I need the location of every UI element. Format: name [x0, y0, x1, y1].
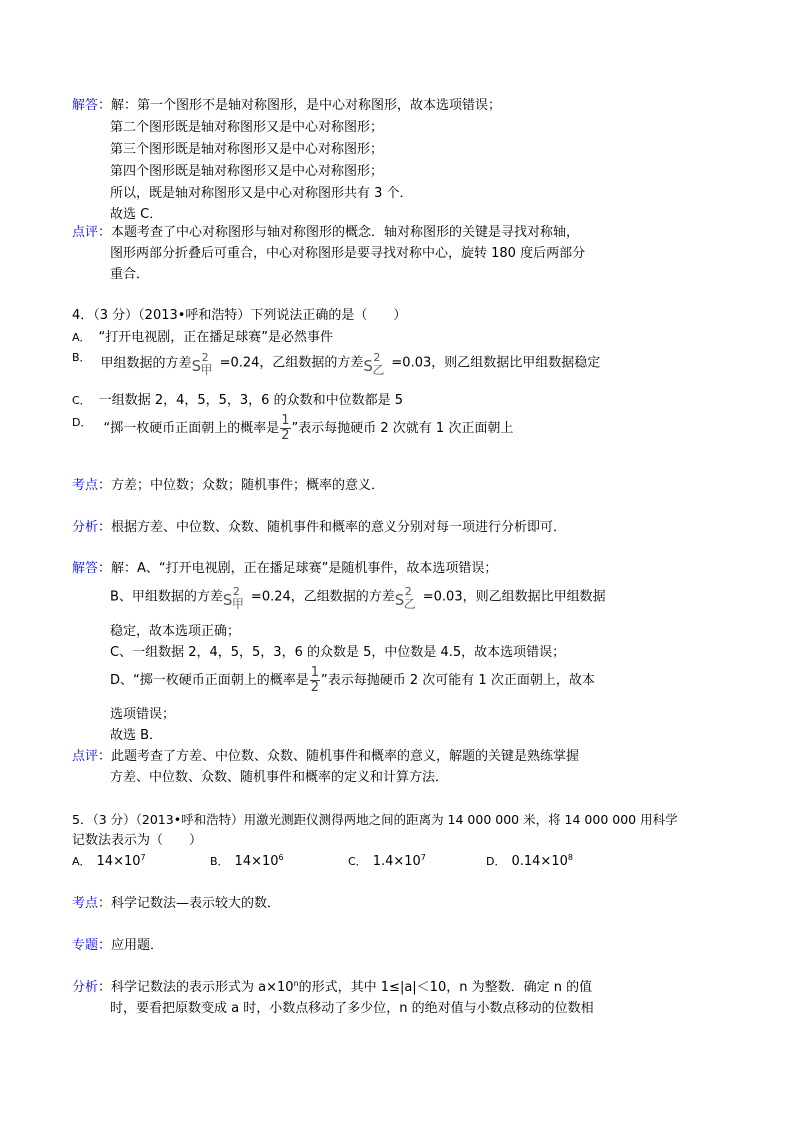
fraction [280, 414, 290, 443]
variance-symbol-yi [363, 350, 391, 376]
fraction-denominator: 2 [281, 428, 290, 443]
var-sub: 甲 [200, 363, 213, 377]
var-s: S [363, 357, 373, 375]
answer-b-pre: B、甲组数据的方差 [110, 589, 223, 605]
var-sub: 乙 [372, 363, 385, 377]
q5-option-c [348, 852, 426, 872]
q5-option-b [210, 852, 284, 872]
q4-option-d [72, 414, 513, 443]
q4-answer-line-a [72, 559, 497, 579]
q4-fenxi [72, 518, 566, 538]
option-base: 14×10 [234, 854, 279, 869]
option-text-pre: “掷一枚硬币正面朝上的概率是 [103, 421, 280, 436]
fraction [310, 666, 320, 695]
comment-text: 此题考查了方差、中位数、众数、随机事件和概率的意义，解题的关键是熟练掌握 [111, 749, 580, 764]
label-colon: ： [98, 520, 112, 535]
fenxi-text: 根据方差、中位数、众数、随机事件和概率的意义分别对每一项进行分析即可． [111, 520, 567, 535]
q4-stem: 4．（3 分）（2013•呼和浩特）下列说法正确的是（ ） [72, 308, 407, 323]
q4-answer-line-b [110, 584, 606, 610]
option-letter: B． [210, 855, 229, 868]
option-letter: B． [72, 350, 91, 364]
var-sup: 2 [232, 585, 240, 598]
kaodian-label: 考点 [72, 896, 99, 911]
option-base: 0.14×10 [511, 854, 568, 869]
option-letter: D． [72, 416, 92, 429]
option-text-pre: 甲组数据的方差 [100, 355, 192, 371]
var-sup: 2 [404, 585, 412, 598]
q5-fenxi-line-1 [72, 978, 592, 998]
zhuanti-text: 应用题． [111, 938, 164, 953]
answer-label: 解答 [72, 98, 99, 113]
q3-answer-line-4: 第四个图形既是轴对称图形又是中心对称图形； [110, 164, 384, 179]
answer-label: 解答 [72, 561, 99, 576]
comment-text: 本题考查了中心对称图形与轴对称图形的概念．轴对称图形的关键是寻找对称轴， [111, 225, 580, 240]
option-exponent: 8 [567, 853, 573, 862]
fenxi-label: 分析 [72, 520, 99, 535]
q5-fenxi-line-2: 时，要看把原数变成 a 时，小数点移动了多少位，n 的绝对值与小数点移动的位数相 [110, 1001, 594, 1016]
q3-answer-line-5: 所以，既是轴对称图形又是中心对称图形共有 3 个． [110, 186, 413, 201]
kaodian-label: 考点 [72, 478, 99, 493]
q3-comment-line-2: 图形两部分折叠后可重合，中心对称图形是要寻找对称中心，旋转 180 度后两部分 [110, 246, 586, 261]
option-text-post: =0.03，则乙组数据比甲组数据稳定 [391, 355, 601, 371]
variance-symbol-yi [395, 584, 423, 610]
answer-d-post: ”表示每抛硬币 2 次可能有 1 次正面朝上，故本 [321, 673, 595, 688]
label-colon: ： [98, 896, 112, 911]
option-exponent: 7 [420, 853, 426, 862]
variance-symbol-jia [192, 350, 220, 376]
answer-text: 解：A、“打开电视剧，正在播足球赛”是随机事件，故本选项错误； [111, 561, 498, 576]
q4-answer-line-c: C、一组数据 2，4，5，5，3，6 的众数是 5，中位数是 4.5，故本选项错误； [110, 645, 566, 660]
option-base: 1.4×10 [372, 854, 421, 869]
option-letter: A． [72, 855, 91, 868]
q4-option-b [72, 350, 600, 376]
label-colon: ： [98, 561, 112, 576]
fenxi-text-post: 的形式，其中 1≤|a|＜10，n 为整数．确定 n 的值 [298, 980, 593, 995]
q4-answer-line-b-cont: 稳定，故本选项正确； [110, 624, 241, 639]
q5-zhuanti [72, 936, 163, 956]
kaodian-text: 科学记数法—表示较大的数． [111, 896, 281, 911]
q5-option-d [486, 852, 573, 872]
comment-label: 点评 [72, 749, 99, 764]
q5-stem-line-1: 5．（3 分）（2013•呼和浩特）用激光测距仪测得两地之间的距离为 14 000 000 米，将 14 000 000 用科学 [72, 812, 678, 827]
option-base: 14×10 [96, 854, 141, 869]
zhuanti-label: 专题 [72, 938, 99, 953]
q4-answer-final: 故选 B． [110, 728, 163, 743]
option-text-mid: =0.24，乙组数据的方差 [219, 355, 364, 371]
var-s: S [222, 591, 233, 609]
kaodian-text: 方差；中位数；众数；随机事件；概率的意义． [111, 478, 385, 493]
fraction-denominator: 2 [310, 680, 320, 695]
q4-comment-line-1 [72, 747, 579, 767]
answer-text: 解：第一个图形不是轴对称图形，是中心对称图形，故本选项错误； [111, 98, 502, 113]
comment-label: 点评 [72, 225, 99, 240]
label-colon: ： [98, 980, 112, 995]
label-colon: ： [98, 225, 112, 240]
option-letter: A． [72, 331, 91, 344]
fenxi-label: 分析 [72, 980, 99, 995]
var-sup: 2 [201, 351, 209, 364]
var-s: S [394, 591, 405, 609]
var-sup: 2 [373, 351, 381, 364]
exponent: n [293, 979, 299, 988]
var-sub: 乙 [403, 597, 416, 611]
answer-b-post: =0.03，则乙组数据比甲组数据 [422, 589, 606, 605]
option-letter: C． [72, 394, 91, 407]
option-text: 一组数据 2，4，5，5，3，6 的众数和中位数都是 5 [98, 393, 403, 408]
q4-comment-line-2: 方差、中位数、众数、随机事件和概率的定义和计算方法． [110, 770, 449, 785]
label-colon: ： [98, 98, 112, 113]
q3-comment-line-1 [72, 223, 579, 243]
q5-kaodian [72, 894, 280, 914]
q5-stem-line-2: 记数法表示为（ ） [72, 833, 203, 848]
label-colon: ： [98, 938, 112, 953]
fraction-numerator: 1 [281, 413, 290, 428]
q5-option-a [72, 852, 146, 872]
variance-symbol-jia [223, 584, 251, 610]
q4-option-c [72, 391, 403, 411]
option-text: “打开电视剧，正在播足球赛”是必然事件 [98, 330, 334, 345]
option-exponent: 6 [278, 853, 284, 862]
q4-answer-line-d [110, 666, 595, 695]
answer-d-pre: D、“掷一枚硬币正面朝上的概率是 [110, 673, 309, 688]
q3-comment-line-3: 重合． [110, 267, 150, 282]
q3-answer-line-1 [72, 96, 501, 116]
q4-answer-line-d-cont: 选项错误； [110, 707, 176, 722]
answer-b-mid: =0.24，乙组数据的方差 [250, 589, 395, 605]
fenxi-text-pre: 科学记数法的表示形式为 a×10 [111, 980, 294, 995]
label-colon: ： [98, 478, 112, 493]
q4-kaodian [72, 476, 384, 496]
fraction-numerator: 1 [310, 665, 320, 680]
q3-answer-line-3: 第三个图形既是轴对称图形又是中心对称图形； [110, 142, 384, 157]
var-s: S [191, 357, 202, 375]
option-letter: D． [486, 855, 506, 868]
label-colon: ： [98, 749, 112, 764]
option-letter: C． [348, 855, 367, 868]
option-exponent: 7 [140, 853, 146, 862]
option-text-post: ”表示每抛硬币 2 次就有 1 次正面朝上 [291, 421, 514, 436]
var-sub: 甲 [231, 597, 244, 611]
q4-option-a [72, 328, 333, 348]
q3-answer-line-6: 故选 C． [110, 207, 163, 222]
q3-answer-line-2: 第二个图形既是轴对称图形又是中心对称图形； [110, 120, 384, 135]
